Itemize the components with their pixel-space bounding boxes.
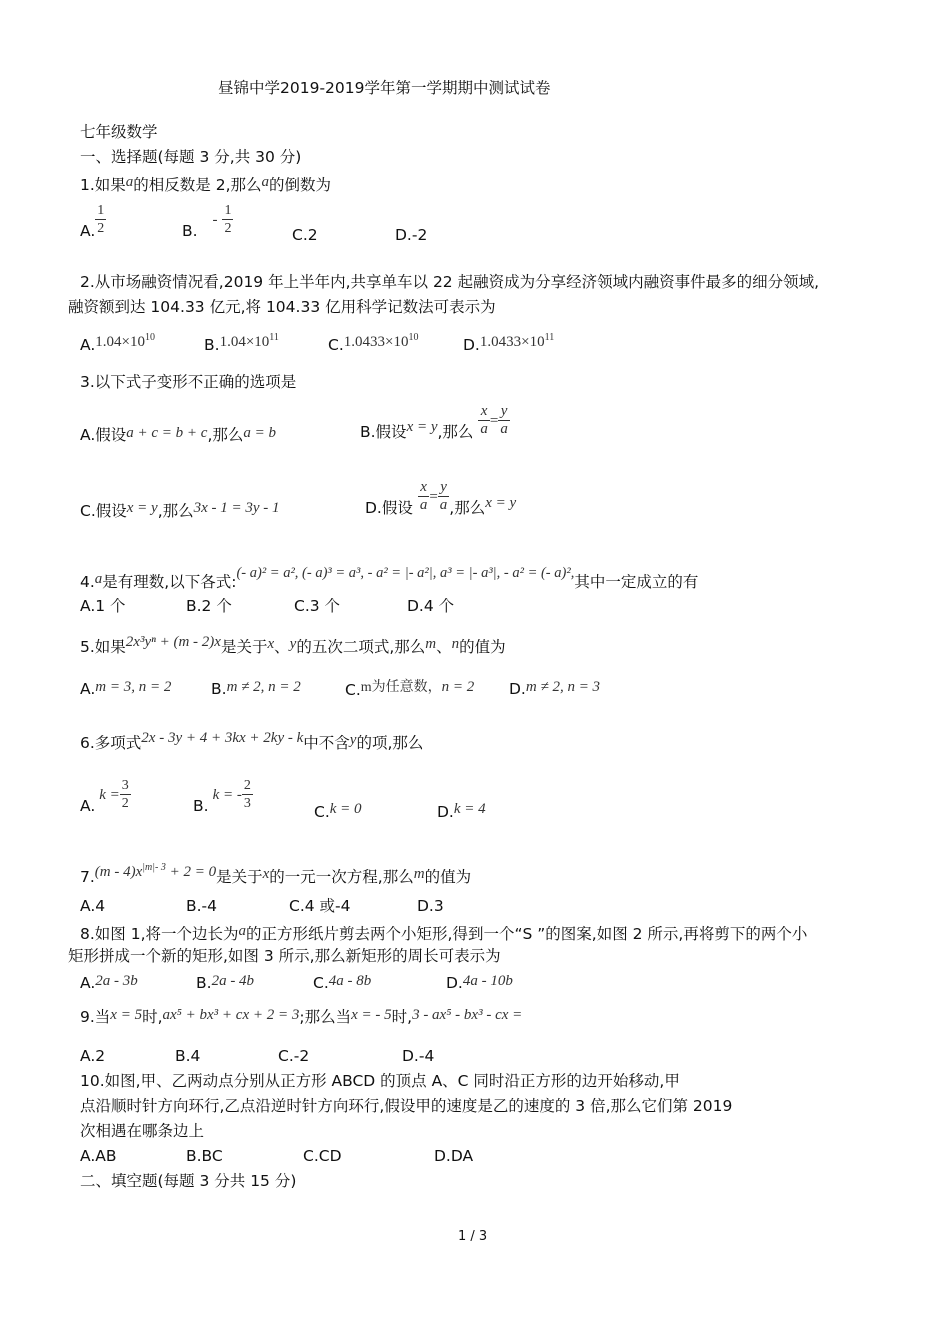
question-2-option-d: $D.1.0433\times 10^{11}$	[463, 332, 555, 354]
question-8-line-1: 8.如图 1,将一个边长为a的正方形纸片剪去两个小矩形,得到一个“S ”的图案,如图 2 所示,再将剪下的两个小	[80, 923, 808, 943]
question-8-option-c: C.4a - 8b	[313, 973, 372, 992]
question-10-option-a: A.AB	[80, 1147, 117, 1165]
question-4-option-a: A.1 个	[80, 597, 126, 615]
question-8-option-b: B.2a - 4b	[196, 973, 255, 992]
question-1-option-a: A. $\frac{1}{2}$	[80, 203, 105, 240]
question-3-option-d: D.假设 $\frac{x}{a}$ = $\frac{y}{a}$ ,那么x = y	[365, 479, 517, 517]
page-title: 昼锦中学2019-2019学年第一学期期中测试试卷	[218, 79, 551, 97]
question-9-stem: 9.当x = 5时,ax⁵ + bx³ + cx + 2 = 3;那么当x = - 5时,3 - ax⁵ - bx³ - cx =	[80, 1007, 523, 1026]
fraction: $\frac{y}{a}$	[500, 403, 508, 437]
question-9-option-d: D.-4	[402, 1047, 435, 1065]
fraction: $\frac{1}{2}$	[97, 203, 105, 236]
section-2-heading: 二、填空题(每题 3 分共 15 分)	[80, 1172, 297, 1190]
question-3-option-b: B.假设x = y,那么 $\frac{x}{a}$ = $\frac{y}{a}$	[360, 403, 508, 441]
question-1-option-d: D.-2	[395, 226, 428, 244]
question-5-stem: 5.如果2x³yⁿ + (m - 2)x是关于x、y的五次二项式,那么m、n的值为	[80, 634, 506, 656]
question-9-option-a: A.2	[80, 1047, 106, 1065]
fraction: $\frac{1}{2}$	[224, 203, 232, 236]
question-3-option-a: A.假设a + c = b + c,那么a = b	[80, 425, 277, 444]
question-6-stem: 6.多项式2x - 3y + 4 + 3kx + 2ky - k中不含y的项,那么	[80, 730, 424, 752]
question-8-option-a: A.2a - 3b	[80, 973, 138, 992]
question-8-line-2: 矩形拼成一个新的矩形,如图 3 所示,那么新矩形的周长可表示为	[68, 947, 501, 965]
fraction: $\frac{x}{a}$	[480, 403, 488, 437]
question-9-option-c: C.-2	[278, 1047, 310, 1065]
question-2-option-b: $B.1.04\times 10^{11}$	[204, 332, 279, 354]
question-5-option-d: D.m ≠ 2, n = 3	[509, 679, 601, 698]
question-6-option-b: B.k = - $\frac{2}{3}$	[193, 778, 251, 815]
question-5-option-a: A.m = 3, n = 2	[80, 679, 172, 698]
question-7-option-c: C.4 或-4	[289, 897, 351, 915]
question-8-option-d: D.4a - 10b	[446, 973, 513, 992]
question-1-option-c: C.2	[292, 226, 318, 244]
fraction: $\frac{2}{3}$	[243, 778, 251, 811]
question-2-option-a: $A.1.04\times 10^{10}$	[80, 332, 155, 354]
question-10-line-2: 点沿顺时针方向环行,乙点沿逆时针方向环行,假设甲的速度是乙的速度的 3 倍,那么它们第 2019	[80, 1097, 733, 1115]
question-10-line-3: 次相遇在哪条边上	[80, 1122, 205, 1140]
question-4-option-c: C.3 个	[294, 597, 341, 615]
question-10-option-d: D.DA	[434, 1147, 474, 1165]
subject-label: 七年级数学	[80, 123, 158, 141]
question-7-option-a: A.4	[80, 897, 106, 915]
question-5-option-c: C.m为任意数，n = 2	[345, 679, 475, 699]
question-7-option-d: D.3	[417, 897, 444, 915]
question-7-stem: $7.(m - 4)x^{|m|- 3} + 2 = 0$是关于x的一元一次方程,那么m的值为	[80, 862, 472, 886]
question-10-option-b: B.BC	[186, 1147, 223, 1165]
question-2-line-1: 2.从市场融资情况看,2019 年上半年内,共享单车以 22 起融资成为分享经济领域内融资事件最多的细分领域,	[80, 273, 820, 291]
question-1-option-b: B. - $\frac{1}{2}$	[182, 203, 232, 240]
question-4-option-d: D.4 个	[407, 597, 455, 615]
question-10-line-1: 10.如图,甲、乙两动点分别从正方形 ABCD 的顶点 A、C 同时沿正方形的边开始移动,甲	[80, 1072, 680, 1090]
question-9-option-b: B.4	[175, 1047, 201, 1065]
question-6-option-a: A.k = $\frac{3}{2}$	[80, 778, 129, 815]
question-10-option-c: C.CD	[303, 1147, 342, 1165]
question-4-stem: 4.a是有理数,以下各式:(- a)² = a², (- a)³ = a³, - a² = |- a²|, a³ = |- a³|, - a² = (- a)²,其中一定成立的有	[80, 565, 699, 591]
fraction: $\frac{y}{a}$	[439, 479, 448, 513]
question-2-option-c: $C.1.0433\times 10^{10}$	[328, 332, 419, 354]
fraction: $\frac{3}{2}$	[121, 778, 129, 811]
question-6-option-c: C.k = 0	[314, 801, 362, 821]
question-4-option-b: B.2 个	[186, 597, 232, 615]
question-3-stem: 3.以下式子变形不正确的选项是	[80, 373, 297, 391]
question-3-option-c: C.假设x = y,那么3x - 1 = 3y - 1	[80, 500, 280, 520]
question-1-stem: 1.如果a的相反数是 2,那么a的倒数为	[80, 174, 332, 194]
page-number: 1 / 3	[458, 1229, 488, 1244]
section-1-heading: 一、选择题(每题 3 分,共 30 分)	[80, 148, 302, 166]
question-6-option-d: D.k = 4	[437, 801, 486, 821]
fraction: $\frac{x}{a}$	[419, 479, 428, 513]
question-2-line-2: 融资额到达 104.33 亿元,将 104.33 亿用科学记数法可表示为	[68, 298, 496, 316]
question-5-option-b: B.m ≠ 2, n = 2	[211, 679, 301, 698]
question-7-option-b: B.-4	[186, 897, 218, 915]
